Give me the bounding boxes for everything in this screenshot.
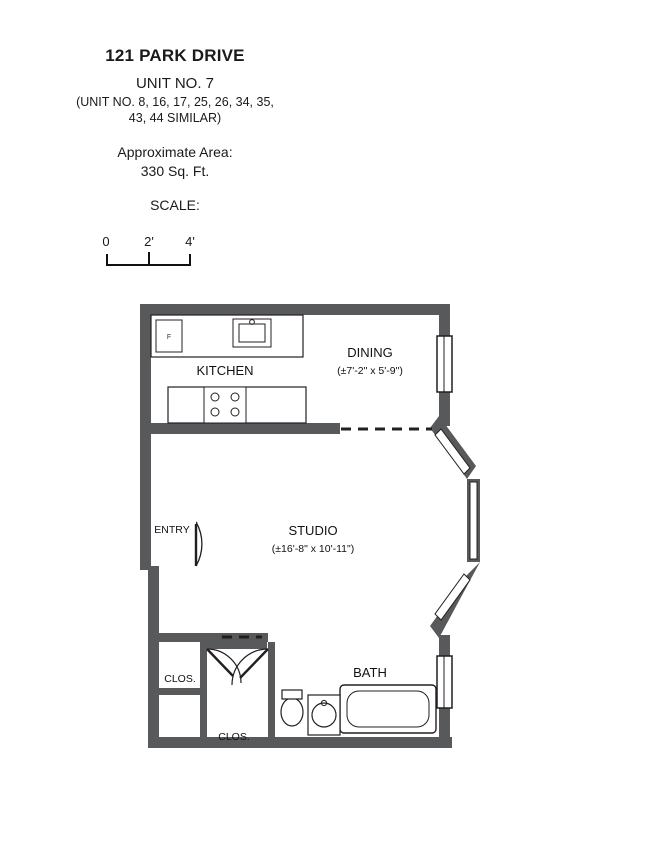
bathroom-fixtures [281,685,436,735]
room-label-studio: STUDIO [288,523,338,538]
scale-tick-0: 0 [102,234,110,249]
approximate-area [0,143,350,180]
room-label-closet-2: CLOS. [218,731,250,743]
room-label-bath: BATH [353,665,387,680]
room-label-kitchen: KITCHEN [196,363,254,378]
scale-tick-4: 4' [185,234,195,249]
interior-walls [159,642,275,738]
closet-door-upper [207,649,241,683]
scale-bar-graphic [106,254,191,266]
floor-plan [0,290,650,770]
kitchen-counter [151,315,303,357]
plan-header [0,46,350,213]
area-value: 330 Sq. Ft. [140,162,210,179]
room-label-entry: ENTRY [154,524,190,536]
area-label: Approximate Area: [117,144,233,161]
svg-text:F: F [166,334,172,341]
scale-bar [100,234,198,266]
room-label-closet-1: CLOS. [164,673,196,685]
room-dim-studio: (±16'-8" x 10'-11") [271,543,355,555]
unit-number: UNIT NO. 7 [135,75,215,92]
scale-tick-labels [100,234,198,250]
kitchen-range-counter [168,387,306,423]
room-label-dining: DINING [347,345,393,360]
window-lower-right [437,656,452,708]
bath-door [232,649,268,685]
window-upper-right [437,336,452,392]
room-dim-dining: (±7'-2" x 5'-9") [337,365,403,377]
scale-tick-2: 2' [144,234,154,249]
unit-similar-line-1: (UNIT NO. 8, 16, 17, 25, 26, 34, 35, [76,95,274,109]
page-title: 121 PARK DRIVE [105,46,245,65]
scale-label: SCALE: [150,197,200,214]
unit-similar-line-2: 43, 44 SIMILAR) [128,110,222,125]
